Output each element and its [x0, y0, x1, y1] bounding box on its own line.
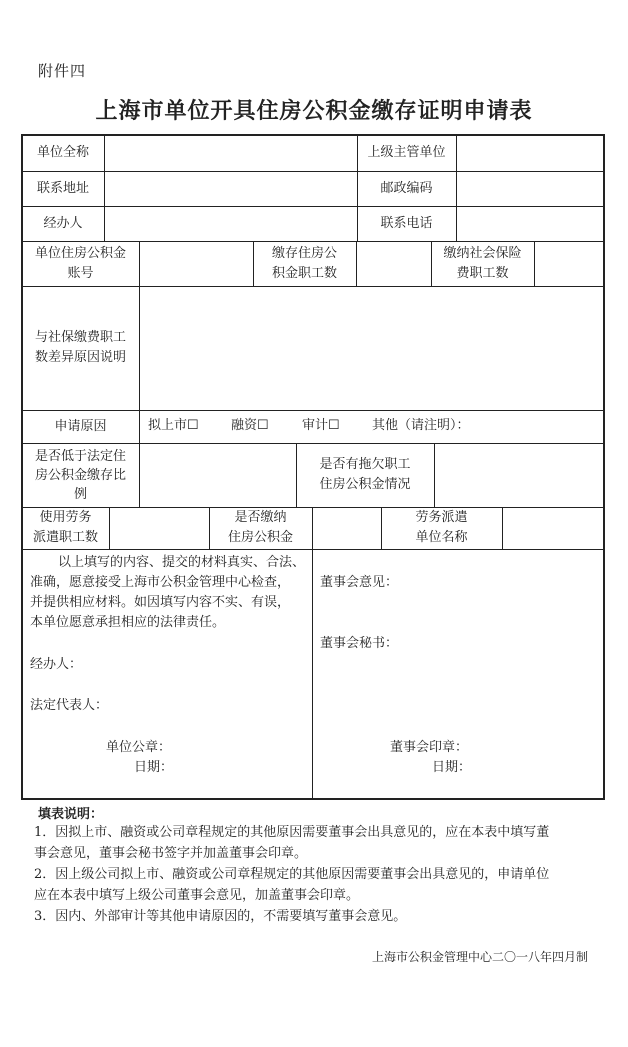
label-phone: 联系电话 [380, 215, 433, 231]
board-date-label: 日期： [432, 760, 472, 775]
col-divider [139, 410, 140, 443]
label-fund-staff-line2: 积金职工数 [271, 265, 337, 281]
label-diff-reason-line2: 数差异原因说明 [34, 350, 126, 365]
form-title: 上海市单位开具住房公积金缴存证明申请表 [95, 99, 533, 124]
label-social-staff-line1: 缴纳社会保险 [443, 245, 522, 261]
option-financing[interactable]: 融资☐ [231, 418, 269, 433]
label-postcode: 邮政编码 [380, 180, 433, 196]
label-fund-staff [253, 241, 356, 286]
label-below-ratio [22, 443, 139, 507]
label-below-ratio-line1: 是否低于法定住 [34, 448, 126, 464]
note-line: 1．因拟上市、融资或公司章程规定的其他原因需要董事会出具意见的，应在本表中填写董 [34, 825, 550, 840]
label-below-ratio-line2: 房公积金缴存比 [34, 467, 126, 483]
label-diff-reason-line1: 与社保缴费职工 [34, 330, 126, 345]
board-opinion-label: 董事会意见： [320, 575, 399, 590]
declaration-line4: 本单位愿意承担相应的法律责任。 [30, 615, 226, 630]
label-arrears-line2: 住房公积金情况 [319, 477, 411, 492]
note-line: 3．因内、外部审计等其他申请原因的，不需要填写董事会意见。 [34, 909, 407, 924]
row-divider [22, 549, 604, 550]
labor-paid-field[interactable] [313, 508, 380, 548]
note-line: 2．因上级公司拟上市、融资或公司章程规定的其他原因需要董事会出具意见的，申请单位 [34, 867, 550, 882]
label-labor-staff-line2: 派遣职工数 [32, 530, 98, 545]
label-fund-staff-line1: 缴存住房公 [271, 245, 337, 261]
diff-reason-field[interactable] [140, 287, 603, 409]
superior-unit-field[interactable] [457, 136, 603, 170]
label-social-staff-line2: 费职工数 [456, 265, 509, 281]
declaration-line1: 以上填写的内容、提交的材料真实、合法、 [58, 555, 306, 570]
social-staff-field[interactable] [535, 242, 603, 285]
unit-name-field[interactable] [105, 136, 356, 170]
option-audit[interactable]: 审计☐ [302, 418, 340, 433]
labor-unit-field[interactable] [503, 508, 603, 548]
label-superior-unit: 上级主管单位 [367, 145, 446, 160]
label-arrears [296, 443, 434, 507]
note-line: 应在本表中填写上级公司董事会意见，加盖董事会印章。 [34, 888, 360, 903]
fund-account-field[interactable] [140, 242, 252, 285]
label-fund-account [22, 241, 139, 286]
label-arrears-line1: 是否有拖欠职工 [319, 457, 411, 472]
handler-field[interactable] [105, 207, 356, 240]
option-other[interactable]: 其他（请注明）： [372, 418, 470, 433]
label-labor-unit-line2: 单位名称 [415, 530, 468, 545]
note-line: 事会意见，董事会秘书签字并加盖董事会印章。 [34, 846, 308, 861]
phone-field[interactable] [457, 207, 603, 240]
label-labor-unit [381, 507, 502, 549]
fund-staff-field[interactable] [357, 242, 430, 285]
attachment-label: 附件四 [38, 62, 87, 80]
postcode-field[interactable] [457, 172, 603, 205]
label-fund-account-line1: 单位住房公积金 [34, 245, 126, 261]
labor-staff-field[interactable] [110, 508, 208, 548]
label-social-staff [431, 241, 534, 286]
label-diff-reason [22, 286, 139, 410]
declaration-unit-seal-label: 单位公章： [106, 740, 172, 755]
label-apply-reason: 申请原因 [54, 418, 107, 434]
footer-issuer: 上海市公积金管理中心二〇一八年四月制 [371, 950, 588, 964]
label-labor-paid-line1: 是否缴纳 [234, 510, 287, 525]
declaration-date-label: 日期： [134, 760, 174, 775]
option-ipo[interactable]: 拟上市☐ [148, 418, 199, 433]
label-labor-staff [22, 507, 109, 549]
label-labor-paid-line2: 住房公积金 [227, 530, 293, 545]
below-ratio-field[interactable] [140, 444, 295, 506]
board-seal-label: 董事会印章： [390, 740, 469, 755]
declaration-line3: 并提供相应材料。如因填写内容不实、有误， [30, 595, 291, 610]
label-unit-name: 单位全称 [36, 145, 89, 160]
declaration-line2: 准确，愿意接受上海市公积金管理中心检查， [30, 575, 291, 590]
notes-title: 填表说明： [38, 807, 104, 822]
col-divider [312, 549, 313, 799]
declaration-handler-label: 经办人： [30, 657, 83, 672]
label-fund-account-line2: 账号 [67, 265, 94, 281]
label-labor-staff-line1: 使用劳务 [39, 510, 92, 525]
address-field[interactable] [105, 172, 356, 205]
declaration-legal-rep-label: 法定代表人： [30, 698, 109, 713]
board-secretary-label: 董事会秘书： [320, 636, 399, 651]
label-address: 联系地址 [36, 180, 89, 196]
arrears-field[interactable] [435, 444, 603, 506]
label-labor-unit-line1: 劳务派遣 [415, 510, 468, 525]
label-labor-paid [209, 507, 312, 549]
label-handler: 经办人 [43, 215, 83, 231]
label-below-ratio-line3: 例 [73, 486, 87, 502]
